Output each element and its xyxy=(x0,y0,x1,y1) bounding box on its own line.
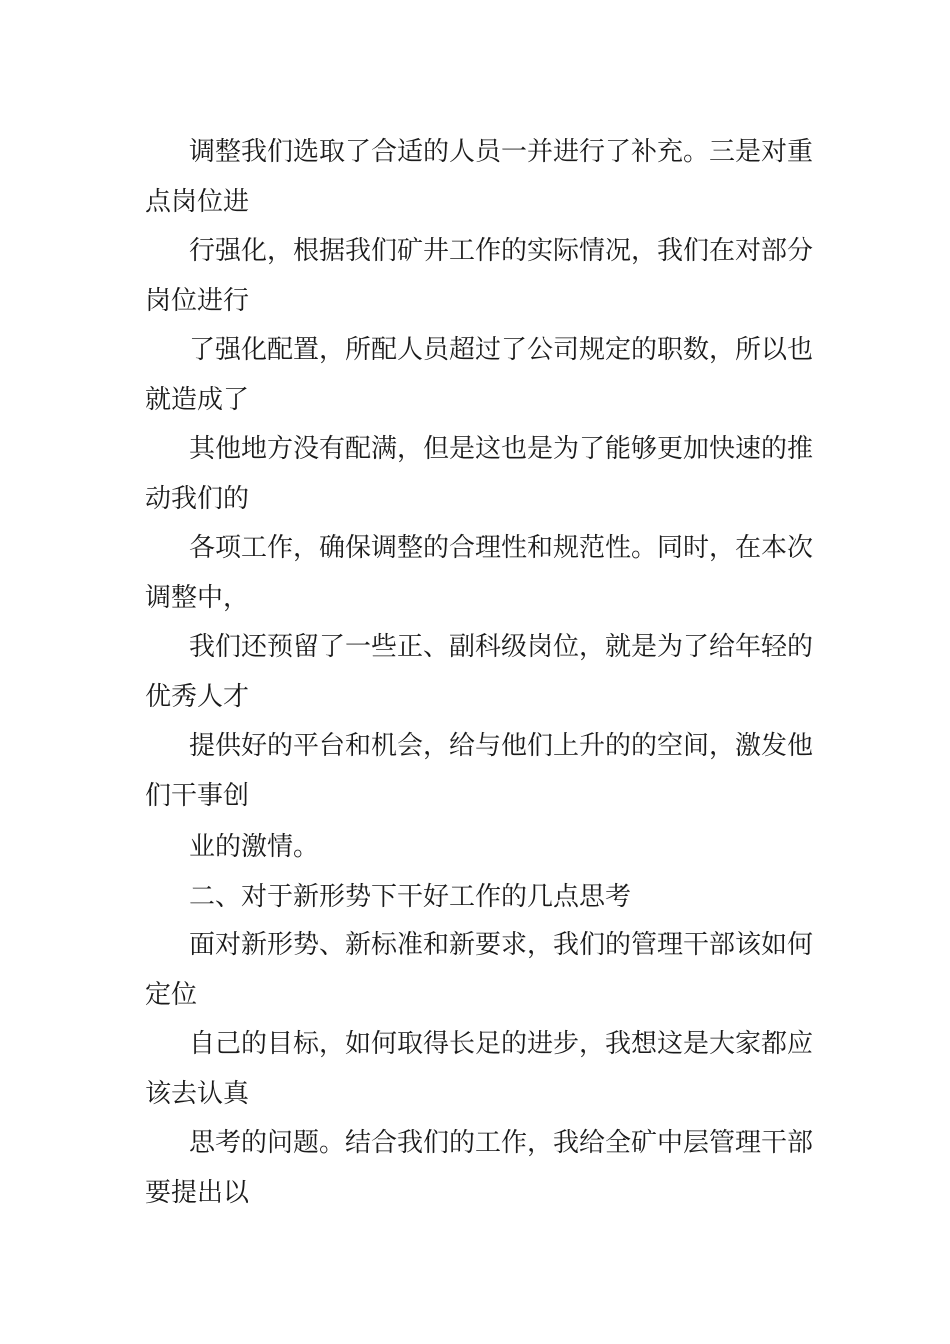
text-line: 各项工作，确保调整的合理性和规范性。同时，在本次 xyxy=(189,533,814,563)
section-heading xyxy=(145,872,815,922)
text-line: 思考的问题。结合我们的工作，我给全矿中层管理干部 xyxy=(189,1128,814,1158)
paragraph xyxy=(145,1118,815,1218)
text-line: 动我们的 xyxy=(145,484,250,514)
text-line: 调整我们选取了合适的人员一并进行了补充。三是对重 xyxy=(189,137,814,167)
text-line: 其他地方没有配满，但是这也是为了能够更加快速的推 xyxy=(189,434,814,464)
text-line: 面对新形势、新标准和新要求，我们的管理干部该如何 xyxy=(189,930,814,960)
text-line: 提供好的平台和机会，给与他们上升的的空间，激发他 xyxy=(189,731,814,761)
text-line: 点岗位进 xyxy=(145,187,250,217)
paragraph xyxy=(145,325,815,425)
text-line: 我们还预留了一些正、副科级岗位，就是为了给年轻的 xyxy=(189,632,814,662)
paragraph xyxy=(145,127,815,227)
paragraph xyxy=(145,523,815,623)
text-line: 二、对于新形势下干好工作的几点思考 xyxy=(189,882,632,912)
paragraph xyxy=(145,822,815,872)
paragraph xyxy=(145,920,815,1020)
text-line: 业的激情。 xyxy=(189,832,320,862)
text-line: 们干事创 xyxy=(145,781,250,811)
text-line: 岗位进行 xyxy=(145,286,250,316)
text-line: 调整中， xyxy=(145,583,250,613)
paragraph xyxy=(145,1019,815,1119)
text-line: 定位 xyxy=(145,980,198,1010)
paragraph xyxy=(145,622,815,722)
paragraph xyxy=(145,721,815,821)
text-line: 要提出以 xyxy=(145,1178,250,1208)
text-line: 自己的目标，如何取得长足的进步，我想这是大家都应 xyxy=(189,1029,814,1059)
text-line: 就造成了 xyxy=(145,385,250,415)
paragraph xyxy=(145,226,815,326)
paragraph xyxy=(145,424,815,524)
text-line: 了强化配置，所配人员超过了公司规定的职数，所以也 xyxy=(189,335,814,365)
text-line: 该去认真 xyxy=(145,1079,250,1109)
text-line: 行强化，根据我们矿井工作的实际情况，我们在对部分 xyxy=(189,236,814,266)
text-line: 优秀人才 xyxy=(145,682,250,712)
